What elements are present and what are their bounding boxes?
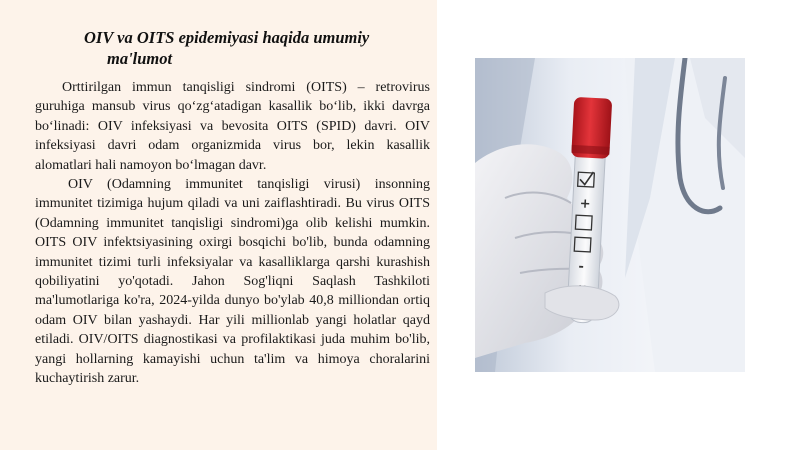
paragraph-1: Orttirilgan immun tanqisligi sindromi (OITS) – retrovirus guruhiga mansub virus qo‘zg‘atadigan kasallik bo‘lib, ikki davrga bo‘linadi: OIV infeksiyasi va bevosita OITS (SPID) davri. OIV infeksiyasi davri odam organizmida virus bor, lekin kasallik alomatlari hali namoyon bo‘lmagan davr. [35, 80, 430, 173]
title-line-1: OIV va OITS epidemiyasi haqida umumiy [84, 28, 370, 47]
title-line-2: ma'lumot [107, 49, 173, 68]
check-negative: - [578, 259, 585, 275]
slide-title [84, 27, 424, 69]
check-positive: + [579, 196, 592, 212]
paragraph-2: OIV (Odamning immunitet tanqisligi virusi) insonning immunitet tizimiga hujum qiladi va uni zaiflashtiradi. Bu virus OITS (Odamning immunitet tanqisligi sindromi)ga olib kelishi mumkin. OITS OIV infektsiyasining oxirgi bosqichi bo'lib, bunda odamning immunitet tizimi turli infeksiyalar va kasalliklarga qarshi kurashish qobiliyatini yo'qotadi. Jahon Sog'liqni Saqlash Tashkiloti ma'lumotlariga ko'ra, 2024-yilda dunyo bo'ylab 40,8 milliondan ortiq odam OIV bilan yashaydi. Har yili millionlab yangi holatlar qayd etiladi. OIV/OITS diagnostikasi va profilaktikasi juda muhim bo'lib, yangi hollarning kamayishi uchun ta'lim va himoya choralarini kuchaytirish zarur. [35, 177, 430, 387]
body-text [35, 78, 430, 389]
hiv-test-tube-photo [475, 58, 745, 372]
